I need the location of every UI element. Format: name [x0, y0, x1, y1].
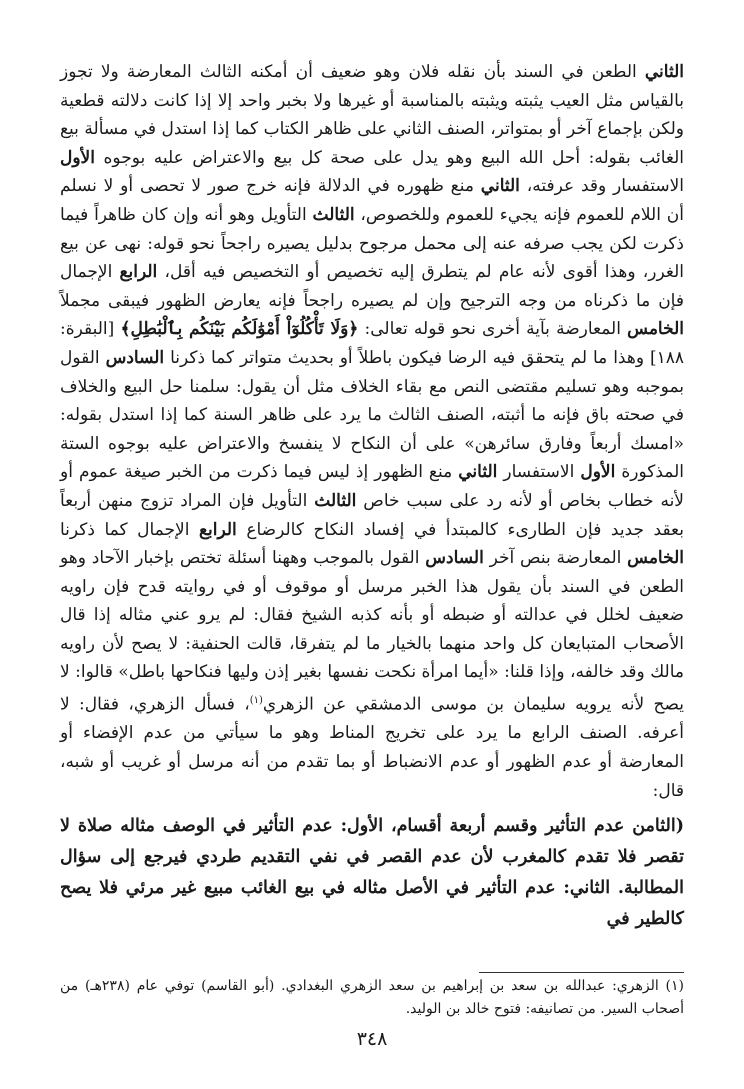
text-run: منع ظهوره في الدلالة فإنه خرج صور لا تحصى أو لا نسلم أن اللام للعموم فإنه يجيء للعموم وللخصوص،	[60, 176, 684, 225]
keyword-run: السادس	[425, 548, 484, 569]
text-run: التأويل وهو أنه وإن كان ظاهراً فيما ذكرت لكن يجب صرفه عنه إلى محمل مرجوح بدليل يصيره راجحاً نحو قوله: نهى عن بيع الغرر، وهذا أقوى لأنه عام لم يتطرق إليه تخصيص أو التخصيص فيه أقل،	[60, 204, 685, 283]
text-run: القول بموجبه وهو تسليم مقتضى النص مع بقاء الخلاف مثل أن يقول: سلمنا حل البيع والخلاف في صحته باق فإنه ما أثبته، الصنف الثالث ما يرد على ظاهر السنة كما إذا استدل بقوله: «امسك أربعاً وفارق سائرهن» على أن النكاح لا ينفسخ والاعتراض عليه بوجوه الستة المذكورة	[60, 347, 684, 483]
keyword-run: الثاني	[644, 62, 684, 82]
text-run: الإجمال فإن ما ذكرناه من وجه الترجيح وإن لم يصيره راجحاً فإنه يعارض الظهور فيبقى مجملاً	[60, 262, 684, 311]
text-run: القول بالموجب وههنا أسئلة تختص بإخبار الآحاد وهو الطعن في السند بأن يقول هذا الخبر مرسل أو موقوف أو في روايته قدح فإن راويه ضعيف لخلل في عدالته أو ضبطه أو بأنه كذبه الشيخ فقال: لم يرو عني مثاله إذا قال الأصحاب المتبايعان كل واحد منهما بالخيار ما لم يتفرقا، قالت الحنفية: لا يصح لأن راويه مالك وقد خالفه، وإذا قلنا: «أيما امرأة نكحت نفسها بغير إذن وليها فنكاحها باطل» قالوا: لا يصح لأنه يرويه سليمان بن موسى الدمشقي عن الزهري	[60, 548, 684, 715]
text-run: الاستفسار وقد عرفته،	[519, 176, 684, 197]
keyword-run: الأول	[60, 147, 95, 168]
text-run: التأويل فإن المراد تزوج منهن أربعاً بعقد جديد فإن الطارىء كالمبتدأ في إفساد النكاح كالرضاع	[60, 490, 684, 540]
text-run: منع الظهور إذ ليس فيما ذكرت من الخبر صيغة عموم أو لأنه خطاب بخاص أو لأنه رد على سبب خاص	[60, 462, 684, 511]
keyword-run: ﴿وَلَا تَأْكُلُوٓاْ أَمْوَٰلَكُم بَيْنَكُم بِٱلْبَٰطِلِ﴾	[120, 319, 359, 340]
keyword-run: الثالث	[312, 204, 355, 225]
footnote-marker: (١)	[249, 695, 263, 707]
keyword-run: الثاني	[480, 176, 520, 197]
main-text	[60, 58, 684, 805]
keyword-run: الثاني	[458, 462, 498, 483]
footnote-text: (١) الزهري: عبدالله بن سعد بن إبراهيم بن سعد الزهري البغدادي. (أبو القاسم) توفي عام (٢٣٨هـ) من أصحاب السير. من تصانيفه: فتوح خالد بن الوليد.	[60, 978, 684, 1017]
keyword-run: الثالث	[314, 490, 357, 511]
text-run: ، فسأل الزهري، فقال: لا أعرفه. الصنف الرابع ما يرد على تخريج المناط وهو ما سيأتي من عدم الإفضاء أو المعارضة أو عدم الظهور أو عدم الانضباط أو بما تقدم من أنه مرسل أو غريب أو شبه، قال:	[60, 694, 684, 801]
keyword-run: الرابع	[198, 519, 237, 540]
quoted-matn-block	[60, 811, 684, 935]
keyword-run: الرابع	[119, 262, 158, 283]
text-run: الاستفسار	[497, 462, 581, 483]
quoted-matn-text: (الثامن عدم التأثير وقسم أربعة أقسام، الأول: عدم التأثير في الوصف مثاله صلاة لا تقصر فلا تقدم كالمغرب لأن عدم القصر في نفي التقديم طردي فيرجع إلى سؤال المطالبة. الثاني: عدم التأثير في الأصل مثاله في بيع الغائب مبيع غير مرئي فلا يصح كالطير في	[60, 816, 684, 930]
text-run: [البقرة: ١٨٨] وهذا ما لم يتحقق فيه الرضا فيكون باطلاً أو بحديث متواتر كما ذكرنا	[60, 319, 684, 368]
text-run: الطعن في السند بأن نقله فلان وهو ضعيف أن أمكنه الثالث المعارضة ولا تجوز بالقياس مثل العيب يثبته ويثبته بالمناسبة أو غيرها ولا بخبر واحد إلا إذا كانت دلالته قطعية ولكن بإجماع آخر أو بمتواتر، الصنف الثاني على ظاهر الكتاب كما إذا استدل في مسألة بيع الغائب بقوله: أحل الله البيع وهو يدل على صحة كل بيع والاعتراض عليه بوجوه	[60, 62, 684, 168]
keyword-run: الأول	[580, 462, 616, 483]
page-number: ٣٤٨	[356, 1028, 388, 1050]
footnote-divider	[479, 972, 684, 973]
keyword-run: السادس	[105, 347, 165, 368]
book-page	[60, 58, 684, 1059]
text-run: المعارضة بنص آخر	[483, 548, 628, 569]
text-run: الإجمال كما ذكرنا	[60, 519, 199, 540]
keyword-run: الخامس	[627, 319, 684, 340]
body-paragraph	[60, 58, 684, 805]
text-run: المعارضة بآية أخرى نحو قوله تعالى:	[358, 319, 628, 340]
keyword-run: الخامس	[627, 548, 684, 569]
